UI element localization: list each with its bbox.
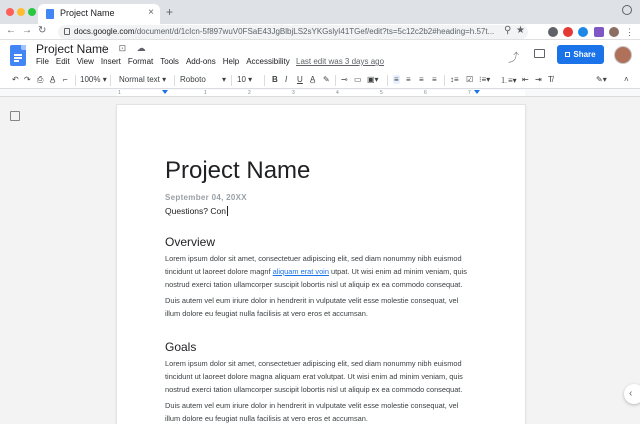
overview-paragraph-1: Lorem ipsum dolor sit amet, consectetuer adipiscing elit, sed diam nonummy nibh euismod tincidunt ut laoreet dolore magnf aliquam erat voin utpat. Ut wisi enim ad minim veniam, quis nostrud exerci tation ullamcorper suscipit lobortis nisl ut aliquip ex ea commodo consequat. <box>165 254 467 289</box>
window-close-icon[interactable] <box>6 8 14 16</box>
document-page[interactable] <box>117 105 525 424</box>
underline-icon[interactable]: U <box>297 75 303 84</box>
tab-search-icon[interactable] <box>622 5 632 15</box>
lock-icon <box>565 52 570 57</box>
last-edit-link[interactable]: Last edit was 3 days ago <box>296 57 385 66</box>
undo-icon[interactable]: ↶ <box>12 75 19 84</box>
extension-1-icon[interactable] <box>548 27 558 37</box>
ruler-tick: 6 <box>424 90 427 96</box>
menu-insert[interactable]: Insert <box>100 57 121 66</box>
clear-formatting-icon[interactable]: T̸ <box>548 75 553 84</box>
menu-view[interactable]: View <box>76 57 94 66</box>
goals-paragraph-1: Lorem ipsum dolor sit amet, consectetuer adipiscing elit, sed diam nonummy nibh euismod tincidunt ut laoreet dolore magna aliquam erat volutpat. Ut wisi enim ad minim veniam, quis nostrud exerci tation ullamcorper suscipit lobortis nisl ut aliquip ex ea commodo consequat. <box>165 359 463 394</box>
ruler-tick: 2 <box>248 90 251 96</box>
url-input[interactable] <box>58 25 528 39</box>
collapse-menus-icon[interactable]: ˄ <box>624 75 629 84</box>
document-heading-title: Project Name <box>165 157 311 184</box>
overview-heading: Overview <box>165 235 216 249</box>
ruler-tick: 5 <box>380 90 383 96</box>
editing-mode-icon[interactable]: ✎▾ <box>596 75 607 84</box>
comments-icon[interactable] <box>534 49 545 58</box>
font-select[interactable]: Roboto <box>180 75 206 84</box>
tab-close-icon[interactable]: × <box>148 7 154 18</box>
url-text: docs.google.com/document/d/1cIcn-5f897wuV0FSaE43JgBlbjLS2sYKGslyI41TGef/edit?ts=5c12c2b2#heading=h.57t... <box>74 27 495 36</box>
ruler-tick: 7 <box>468 90 471 96</box>
activity-trend-icon[interactable]: ⤴ <box>508 52 519 64</box>
overview-paragraph-2: Duis autem vel eum iriure dolor in hendrerit in vulputate velit esse molestie consequat, vel illum dolore eu feugiat nulla facilisis at vero eros et accumsan. <box>165 296 459 318</box>
explore-panel-icon[interactable]: ‹ <box>624 384 640 404</box>
key-icon[interactable]: ⚲ <box>504 25 512 36</box>
document-date: September 04, 20XX <box>165 193 247 202</box>
image-icon[interactable]: ▣▾ <box>367 75 379 84</box>
redo-icon[interactable]: ↷ <box>24 75 31 84</box>
window-minimize-icon[interactable] <box>17 8 25 16</box>
font-dropdown-icon[interactable]: ▾ <box>222 75 227 84</box>
style-select[interactable]: Normal text ▾ <box>119 75 167 84</box>
text-cursor <box>227 206 228 216</box>
ruler-tick: 1 <box>204 90 207 96</box>
menu-bar <box>36 57 290 66</box>
link-icon[interactable]: ⊸ <box>341 75 348 84</box>
reload-icon[interactable]: ↻ <box>38 25 47 36</box>
extension-2-icon[interactable] <box>563 27 573 37</box>
menu-accessibility[interactable]: Accessibility <box>246 57 290 66</box>
browser-menu-icon[interactable]: ⋮ <box>625 27 634 37</box>
italic-icon[interactable]: I <box>285 75 288 84</box>
document-title-input[interactable]: Project Name <box>36 42 109 56</box>
formatting-toolbar <box>0 72 640 89</box>
questions-line[interactable]: Questions? Con <box>165 206 226 216</box>
new-tab-icon[interactable]: + <box>166 5 174 19</box>
align-justify-icon[interactable]: ≡ <box>432 75 437 84</box>
bulleted-list-icon[interactable]: ⁝≡▾ <box>479 75 491 84</box>
align-center-icon[interactable]: ≡ <box>406 75 411 84</box>
menu-file[interactable]: File <box>36 57 49 66</box>
browser-tab-strip <box>0 0 640 24</box>
address-bar-row <box>0 24 640 40</box>
docs-favicon-icon <box>46 9 54 19</box>
increase-indent-icon[interactable]: ⇥ <box>535 75 542 84</box>
font-size-select[interactable]: 10 ▾ <box>237 75 253 84</box>
numbered-list-icon[interactable]: ⒈≡▾ <box>500 76 517 85</box>
comment-add-icon[interactable]: ▭ <box>354 75 362 84</box>
title-actions-icon[interactable]: ☆ ⊡ ☁ <box>100 43 150 53</box>
align-right-icon[interactable]: ≡ <box>419 75 424 84</box>
left-indent-marker[interactable] <box>162 90 168 94</box>
print-icon[interactable]: ⎙ <box>37 75 44 84</box>
right-indent-marker[interactable] <box>474 90 480 94</box>
ruler-tick: 3 <box>292 90 295 96</box>
goals-heading: Goals <box>165 340 197 354</box>
menu-help[interactable]: Help <box>222 57 240 66</box>
paint-format-icon[interactable]: ⌐ <box>63 75 68 84</box>
tab-title: Project Name <box>60 8 115 18</box>
decrease-indent-icon[interactable]: ⇤ <box>522 75 529 84</box>
bookmark-star-icon[interactable]: ★ <box>516 25 525 36</box>
lock-icon <box>64 28 70 35</box>
ruler <box>0 89 640 97</box>
share-button[interactable] <box>557 45 604 64</box>
extension-3-icon[interactable] <box>578 27 588 37</box>
menu-add-ons[interactable]: Add-ons <box>185 57 216 66</box>
line-spacing-icon[interactable]: ↕≡ <box>450 75 459 84</box>
share-label: Share <box>573 50 596 59</box>
menu-tools[interactable]: Tools <box>160 57 179 66</box>
text-color-icon[interactable]: A̲ <box>310 75 316 84</box>
avatar[interactable] <box>614 46 632 64</box>
ruler-tick: 4 <box>336 90 339 96</box>
forward-icon[interactable]: → <box>22 25 32 36</box>
bold-icon[interactable]: B <box>272 75 278 84</box>
back-icon[interactable]: ← <box>6 25 16 36</box>
goals-paragraph-2: Duis autem vel eum iriure dolor in hendrerit in vulputate velit esse molestie consequat, vel illum dolore eu feugiat nulla facilisis at vero eros et accumsan. <box>165 401 459 423</box>
zoom-select[interactable]: 100% ▾ <box>80 75 107 84</box>
window-maximize-icon[interactable] <box>28 8 36 16</box>
highlight-icon[interactable]: ✎ <box>323 75 330 84</box>
inline-link[interactable]: aliquam erat voin <box>272 266 329 276</box>
spellcheck-icon[interactable]: A̲ <box>50 75 56 84</box>
browser-tab[interactable] <box>38 4 160 24</box>
document-outline-icon[interactable] <box>10 111 20 121</box>
docs-header <box>0 40 640 72</box>
profile-icon[interactable] <box>609 27 619 37</box>
document-canvas <box>0 97 640 424</box>
align-left-icon[interactable]: ≡ <box>394 75 399 84</box>
menu-edit[interactable]: Edit <box>55 57 70 66</box>
ruler-tick: 1 <box>118 90 121 96</box>
extensions-puzzle-icon[interactable] <box>594 27 604 37</box>
docs-logo-icon[interactable] <box>10 45 26 66</box>
ruler-page-area <box>117 90 525 96</box>
checklist-icon[interactable]: ☑ <box>466 75 474 84</box>
menu-format[interactable]: Format <box>127 57 154 66</box>
